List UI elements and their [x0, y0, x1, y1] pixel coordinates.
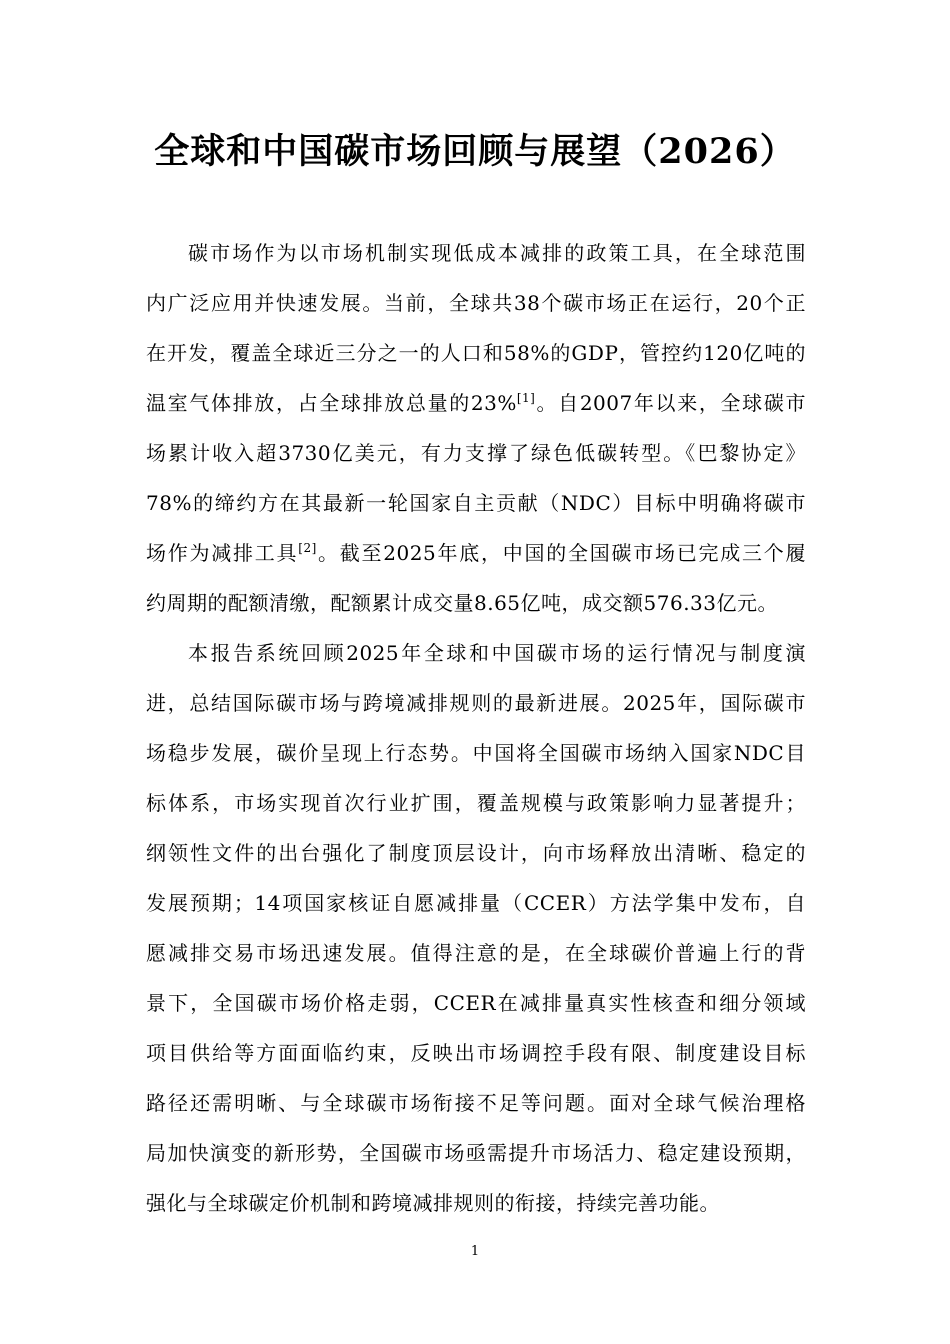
document-title: 全球和中国碳市场回顾与展望（2026） — [154, 131, 796, 172]
text-line-with-footnote — [146, 388, 806, 418]
text-line-with-footnote — [146, 538, 806, 568]
page-number: 1 — [470, 1244, 480, 1259]
text-line: 路径还需明晰、与全球碳市场衔接不足等问题。面对全球气候治理格 — [146, 1091, 806, 1115]
text-line: 局加快演变的新形势，全国碳市场亟需提升市场活力、稳定建设预期， — [146, 1141, 806, 1165]
text-line: 发展预期；14项国家核证自愿减排量（CCER）方法学集中发布，自 — [146, 891, 806, 915]
text-line: 项目供给等方面面临约束，反映出市场调控手段有限、制度建设目标 — [146, 1041, 806, 1065]
text-segment: 温室气体排放，占全球排放总量的23% — [146, 391, 517, 415]
text-line: 场累计收入超3730亿美元，有力支撑了绿色低碳转型。《巴黎协定》 — [146, 441, 806, 465]
text-segment: 。截至2025年底，中国的全国碳市场已完成三个履 — [316, 541, 806, 565]
footnote-reference-2[interactable]: [2] — [298, 541, 317, 555]
text-line: 愿减排交易市场迅速发展。值得注意的是，在全球碳价普遍上行的背 — [146, 941, 806, 965]
text-line: 约周期的配额清缴，配额累计成交量8.65亿吨，成交额576.33亿元。 — [146, 591, 779, 615]
text-segment: 。自2007年以来，全球碳市 — [535, 391, 806, 415]
text-segment: 场作为减排工具 — [146, 541, 299, 565]
text-line: 碳市场作为以市场机制实现低成本减排的政策工具，在全球范围 — [188, 241, 806, 265]
text-line: 强化与全球碳定价机制和跨境减排规则的衔接，持续完善功能。 — [146, 1191, 720, 1215]
text-line: 景下，全国碳市场价格走弱，CCER在减排量真实性核查和细分领域 — [146, 991, 806, 1015]
footnote-reference-1[interactable]: [1] — [516, 391, 536, 405]
text-line: 本报告系统回顾2025年全球和中国碳市场的运行情况与制度演 — [188, 641, 806, 665]
text-line: 进，总结国际碳市场与跨境减排规则的最新进展。2025年，国际碳市 — [146, 691, 806, 715]
text-line: 标体系，市场实现首次行业扩围，覆盖规模与政策影响力显著提升； — [146, 791, 806, 815]
text-line: 在开发，覆盖全球近三分之一的人口和58%的GDP，管控约120亿吨的 — [146, 341, 806, 365]
text-line: 78%的缔约方在其最新一轮国家自主贡献（NDC）目标中明确将碳市 — [146, 491, 806, 515]
text-line: 内广泛应用并快速发展。当前，全球共38个碳市场正在运行，20个正 — [146, 291, 806, 315]
text-line: 场稳步发展，碳价呈现上行态势。中国将全国碳市场纳入国家NDC目 — [146, 741, 806, 765]
text-line: 纲领性文件的出台强化了制度顶层设计，向市场释放出清晰、稳定的 — [146, 841, 806, 865]
